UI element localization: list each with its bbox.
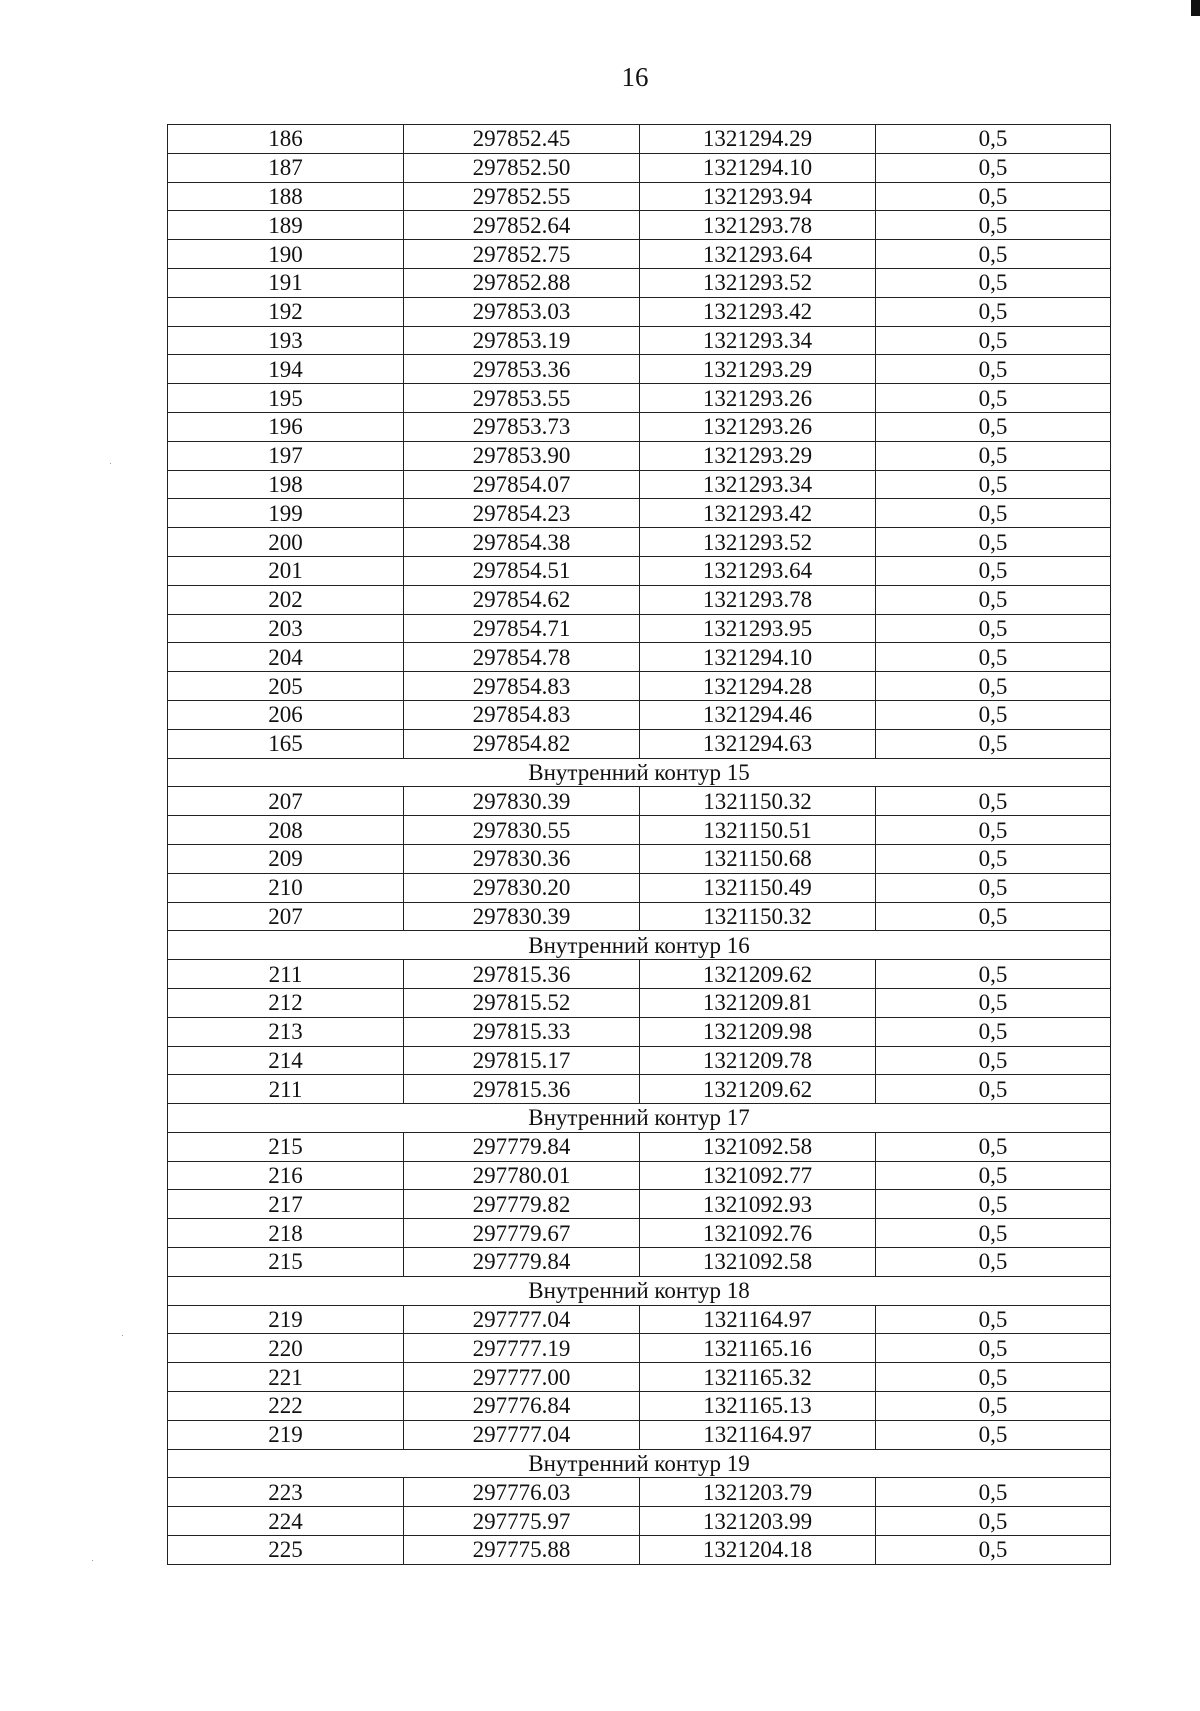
section-header-row	[168, 1276, 1111, 1305]
x-coordinate-cell: 297779.84	[404, 1248, 640, 1277]
y-coordinate-cell: 1321150.49	[640, 873, 876, 902]
table-row	[168, 211, 1111, 240]
y-coordinate-cell: 1321293.26	[640, 412, 876, 441]
point-number-cell: 217	[168, 1190, 404, 1219]
accuracy-cell: 0,5	[876, 672, 1111, 701]
section-title: Внутренний контур 19	[168, 1449, 1111, 1478]
table-row	[168, 844, 1111, 873]
accuracy-cell: 0,5	[876, 1507, 1111, 1536]
point-number-cell: 219	[168, 1305, 404, 1334]
table-row	[168, 441, 1111, 470]
y-coordinate-cell: 1321209.78	[640, 1046, 876, 1075]
point-number-cell: 219	[168, 1420, 404, 1449]
y-coordinate-cell: 1321209.81	[640, 988, 876, 1017]
accuracy-cell: 0,5	[876, 960, 1111, 989]
accuracy-cell: 0,5	[876, 1075, 1111, 1104]
point-number-cell: 193	[168, 326, 404, 355]
table-row	[168, 614, 1111, 643]
table-row	[168, 1305, 1111, 1334]
accuracy-cell: 0,5	[876, 614, 1111, 643]
y-coordinate-cell: 1321203.79	[640, 1478, 876, 1507]
y-coordinate-cell: 1321293.78	[640, 585, 876, 614]
accuracy-cell: 0,5	[876, 1392, 1111, 1421]
x-coordinate-cell: 297775.97	[404, 1507, 640, 1536]
point-number-cell: 192	[168, 297, 404, 326]
accuracy-cell: 0,5	[876, 1420, 1111, 1449]
x-coordinate-cell: 297830.36	[404, 844, 640, 873]
table-row	[168, 182, 1111, 211]
table-row	[168, 672, 1111, 701]
accuracy-cell: 0,5	[876, 412, 1111, 441]
table-row	[168, 1363, 1111, 1392]
y-coordinate-cell: 1321293.52	[640, 268, 876, 297]
x-coordinate-cell: 297854.83	[404, 700, 640, 729]
y-coordinate-cell: 1321165.13	[640, 1392, 876, 1421]
y-coordinate-cell: 1321092.58	[640, 1132, 876, 1161]
x-coordinate-cell: 297852.45	[404, 125, 640, 154]
point-number-cell: 222	[168, 1392, 404, 1421]
table-row	[168, 873, 1111, 902]
y-coordinate-cell: 1321092.76	[640, 1219, 876, 1248]
table-row	[168, 787, 1111, 816]
y-coordinate-cell: 1321150.32	[640, 787, 876, 816]
y-coordinate-cell: 1321294.46	[640, 700, 876, 729]
x-coordinate-cell: 297852.50	[404, 153, 640, 182]
table-row	[168, 1248, 1111, 1277]
accuracy-cell: 0,5	[876, 902, 1111, 931]
x-coordinate-cell: 297830.39	[404, 787, 640, 816]
x-coordinate-cell: 297854.62	[404, 585, 640, 614]
x-coordinate-cell: 297777.04	[404, 1420, 640, 1449]
table-row	[168, 355, 1111, 384]
accuracy-cell: 0,5	[876, 700, 1111, 729]
accuracy-cell: 0,5	[876, 1334, 1111, 1363]
y-coordinate-cell: 1321092.77	[640, 1161, 876, 1190]
table-row	[168, 268, 1111, 297]
point-number-cell: 211	[168, 1075, 404, 1104]
table-row	[168, 585, 1111, 614]
point-number-cell: 189	[168, 211, 404, 240]
y-coordinate-cell: 1321293.95	[640, 614, 876, 643]
table-row	[168, 1334, 1111, 1363]
accuracy-cell: 0,5	[876, 1536, 1111, 1565]
table-row	[168, 960, 1111, 989]
x-coordinate-cell: 297777.04	[404, 1305, 640, 1334]
y-coordinate-cell: 1321150.51	[640, 816, 876, 845]
table-row	[168, 384, 1111, 413]
point-number-cell: 225	[168, 1536, 404, 1565]
y-coordinate-cell: 1321293.42	[640, 499, 876, 528]
x-coordinate-cell: 297775.88	[404, 1536, 640, 1565]
y-coordinate-cell: 1321293.78	[640, 211, 876, 240]
accuracy-cell: 0,5	[876, 355, 1111, 384]
point-number-cell: 202	[168, 585, 404, 614]
table-row	[168, 412, 1111, 441]
accuracy-cell: 0,5	[876, 1132, 1111, 1161]
point-number-cell: 188	[168, 182, 404, 211]
table-row	[168, 988, 1111, 1017]
point-number-cell: 210	[168, 873, 404, 902]
point-number-cell: 208	[168, 816, 404, 845]
x-coordinate-cell: 297852.75	[404, 240, 640, 269]
x-coordinate-cell: 297853.90	[404, 441, 640, 470]
x-coordinate-cell: 297853.19	[404, 326, 640, 355]
x-coordinate-cell: 297815.36	[404, 960, 640, 989]
table-row	[168, 1190, 1111, 1219]
section-header-row	[168, 931, 1111, 960]
x-coordinate-cell: 297854.82	[404, 729, 640, 758]
x-coordinate-cell: 297830.20	[404, 873, 640, 902]
accuracy-cell: 0,5	[876, 844, 1111, 873]
x-coordinate-cell: 297853.73	[404, 412, 640, 441]
x-coordinate-cell: 297854.51	[404, 556, 640, 585]
y-coordinate-cell: 1321150.32	[640, 902, 876, 931]
point-number-cell: 218	[168, 1219, 404, 1248]
point-number-cell: 214	[168, 1046, 404, 1075]
accuracy-cell: 0,5	[876, 988, 1111, 1017]
table-row	[168, 556, 1111, 585]
table-row	[168, 1075, 1111, 1104]
table-row	[168, 729, 1111, 758]
scan-corner-mark	[1191, 0, 1200, 16]
x-coordinate-cell: 297777.00	[404, 1363, 640, 1392]
point-number-cell: 209	[168, 844, 404, 873]
x-coordinate-cell: 297830.55	[404, 816, 640, 845]
section-title: Внутренний контур 16	[168, 931, 1111, 960]
accuracy-cell: 0,5	[876, 326, 1111, 355]
x-coordinate-cell: 297779.67	[404, 1219, 640, 1248]
table-row	[168, 902, 1111, 931]
x-coordinate-cell: 297853.55	[404, 384, 640, 413]
y-coordinate-cell: 1321294.28	[640, 672, 876, 701]
point-number-cell: 198	[168, 470, 404, 499]
y-coordinate-cell: 1321293.42	[640, 297, 876, 326]
point-number-cell: 204	[168, 643, 404, 672]
point-number-cell: 197	[168, 441, 404, 470]
point-number-cell: 201	[168, 556, 404, 585]
x-coordinate-cell: 297776.84	[404, 1392, 640, 1421]
table-row	[168, 240, 1111, 269]
scan-speck	[110, 463, 111, 464]
point-number-cell: 221	[168, 1363, 404, 1392]
accuracy-cell: 0,5	[876, 125, 1111, 154]
point-number-cell: 200	[168, 528, 404, 557]
x-coordinate-cell: 297777.19	[404, 1334, 640, 1363]
y-coordinate-cell: 1321293.94	[640, 182, 876, 211]
accuracy-cell: 0,5	[876, 182, 1111, 211]
point-number-cell: 205	[168, 672, 404, 701]
table-row	[168, 1507, 1111, 1536]
section-header-row	[168, 758, 1111, 787]
x-coordinate-cell: 297815.52	[404, 988, 640, 1017]
accuracy-cell: 0,5	[876, 1478, 1111, 1507]
x-coordinate-cell: 297815.33	[404, 1017, 640, 1046]
y-coordinate-cell: 1321294.63	[640, 729, 876, 758]
x-coordinate-cell: 297853.03	[404, 297, 640, 326]
y-coordinate-cell: 1321293.64	[640, 240, 876, 269]
y-coordinate-cell: 1321293.64	[640, 556, 876, 585]
y-coordinate-cell: 1321165.32	[640, 1363, 876, 1392]
table-row	[168, 125, 1111, 154]
y-coordinate-cell: 1321203.99	[640, 1507, 876, 1536]
point-number-cell: 223	[168, 1478, 404, 1507]
y-coordinate-cell: 1321092.58	[640, 1248, 876, 1277]
y-coordinate-cell: 1321293.34	[640, 470, 876, 499]
table-row	[168, 1478, 1111, 1507]
point-number-cell: 224	[168, 1507, 404, 1536]
point-number-cell: 215	[168, 1132, 404, 1161]
y-coordinate-cell: 1321293.29	[640, 441, 876, 470]
point-number-cell: 211	[168, 960, 404, 989]
y-coordinate-cell: 1321294.10	[640, 643, 876, 672]
x-coordinate-cell: 297854.71	[404, 614, 640, 643]
section-title: Внутренний контур 15	[168, 758, 1111, 787]
table-row	[168, 1219, 1111, 1248]
y-coordinate-cell: 1321209.62	[640, 960, 876, 989]
accuracy-cell: 0,5	[876, 1363, 1111, 1392]
accuracy-cell: 0,5	[876, 384, 1111, 413]
x-coordinate-cell: 297852.55	[404, 182, 640, 211]
y-coordinate-cell: 1321164.97	[640, 1305, 876, 1334]
coordinates-table	[167, 124, 1111, 1565]
y-coordinate-cell: 1321209.98	[640, 1017, 876, 1046]
x-coordinate-cell: 297779.82	[404, 1190, 640, 1219]
accuracy-cell: 0,5	[876, 1248, 1111, 1277]
x-coordinate-cell: 297815.17	[404, 1046, 640, 1075]
accuracy-cell: 0,5	[876, 1190, 1111, 1219]
accuracy-cell: 0,5	[876, 729, 1111, 758]
y-coordinate-cell: 1321165.16	[640, 1334, 876, 1363]
accuracy-cell: 0,5	[876, 1046, 1111, 1075]
x-coordinate-cell: 297854.83	[404, 672, 640, 701]
point-number-cell: 203	[168, 614, 404, 643]
accuracy-cell: 0,5	[876, 240, 1111, 269]
accuracy-cell: 0,5	[876, 787, 1111, 816]
accuracy-cell: 0,5	[876, 1161, 1111, 1190]
section-header-row	[168, 1104, 1111, 1133]
table-row	[168, 643, 1111, 672]
point-number-cell: 206	[168, 700, 404, 729]
y-coordinate-cell: 1321164.97	[640, 1420, 876, 1449]
point-number-cell: 207	[168, 902, 404, 931]
section-title: Внутренний контур 18	[168, 1276, 1111, 1305]
table-row	[168, 528, 1111, 557]
x-coordinate-cell: 297854.38	[404, 528, 640, 557]
accuracy-cell: 0,5	[876, 297, 1111, 326]
accuracy-cell: 0,5	[876, 499, 1111, 528]
x-coordinate-cell: 297830.39	[404, 902, 640, 931]
accuracy-cell: 0,5	[876, 211, 1111, 240]
accuracy-cell: 0,5	[876, 1219, 1111, 1248]
y-coordinate-cell: 1321204.18	[640, 1536, 876, 1565]
point-number-cell: 196	[168, 412, 404, 441]
accuracy-cell: 0,5	[876, 816, 1111, 845]
y-coordinate-cell: 1321293.52	[640, 528, 876, 557]
table-row	[168, 1132, 1111, 1161]
x-coordinate-cell: 297776.03	[404, 1478, 640, 1507]
scan-speck	[92, 1560, 93, 1561]
accuracy-cell: 0,5	[876, 153, 1111, 182]
x-coordinate-cell: 297815.36	[404, 1075, 640, 1104]
page-number: 16	[621, 62, 649, 92]
y-coordinate-cell: 1321294.29	[640, 125, 876, 154]
point-number-cell: 191	[168, 268, 404, 297]
y-coordinate-cell: 1321092.93	[640, 1190, 876, 1219]
table-row	[168, 297, 1111, 326]
table-row	[168, 1017, 1111, 1046]
table-row	[168, 700, 1111, 729]
accuracy-cell: 0,5	[876, 1017, 1111, 1046]
x-coordinate-cell: 297853.36	[404, 355, 640, 384]
table-row	[168, 470, 1111, 499]
table-row	[168, 816, 1111, 845]
accuracy-cell: 0,5	[876, 470, 1111, 499]
point-number-cell: 199	[168, 499, 404, 528]
x-coordinate-cell: 297854.78	[404, 643, 640, 672]
x-coordinate-cell: 297852.64	[404, 211, 640, 240]
x-coordinate-cell: 297779.84	[404, 1132, 640, 1161]
table-row	[168, 1046, 1111, 1075]
point-number-cell: 213	[168, 1017, 404, 1046]
point-number-cell: 195	[168, 384, 404, 413]
x-coordinate-cell: 297852.88	[404, 268, 640, 297]
point-number-cell: 216	[168, 1161, 404, 1190]
point-number-cell: 165	[168, 729, 404, 758]
y-coordinate-cell: 1321293.34	[640, 326, 876, 355]
point-number-cell: 190	[168, 240, 404, 269]
table-row	[168, 153, 1111, 182]
section-title: Внутренний контур 17	[168, 1104, 1111, 1133]
y-coordinate-cell: 1321150.68	[640, 844, 876, 873]
accuracy-cell: 0,5	[876, 643, 1111, 672]
point-number-cell: 212	[168, 988, 404, 1017]
section-header-row	[168, 1449, 1111, 1478]
x-coordinate-cell: 297854.07	[404, 470, 640, 499]
point-number-cell: 215	[168, 1248, 404, 1277]
point-number-cell: 187	[168, 153, 404, 182]
table-row	[168, 1161, 1111, 1190]
accuracy-cell: 0,5	[876, 1305, 1111, 1334]
y-coordinate-cell: 1321294.10	[640, 153, 876, 182]
y-coordinate-cell: 1321209.62	[640, 1075, 876, 1104]
y-coordinate-cell: 1321293.26	[640, 384, 876, 413]
x-coordinate-cell: 297780.01	[404, 1161, 640, 1190]
point-number-cell: 194	[168, 355, 404, 384]
accuracy-cell: 0,5	[876, 585, 1111, 614]
point-number-cell: 220	[168, 1334, 404, 1363]
x-coordinate-cell: 297854.23	[404, 499, 640, 528]
table-row	[168, 326, 1111, 355]
scan-speck	[122, 1335, 123, 1336]
coordinates-table-body	[168, 125, 1111, 1565]
accuracy-cell: 0,5	[876, 268, 1111, 297]
table-row	[168, 499, 1111, 528]
accuracy-cell: 0,5	[876, 441, 1111, 470]
table-row	[168, 1392, 1111, 1421]
accuracy-cell: 0,5	[876, 556, 1111, 585]
accuracy-cell: 0,5	[876, 873, 1111, 902]
y-coordinate-cell: 1321293.29	[640, 355, 876, 384]
point-number-cell: 186	[168, 125, 404, 154]
accuracy-cell: 0,5	[876, 528, 1111, 557]
table-row	[168, 1420, 1111, 1449]
point-number-cell: 207	[168, 787, 404, 816]
table-row	[168, 1536, 1111, 1565]
